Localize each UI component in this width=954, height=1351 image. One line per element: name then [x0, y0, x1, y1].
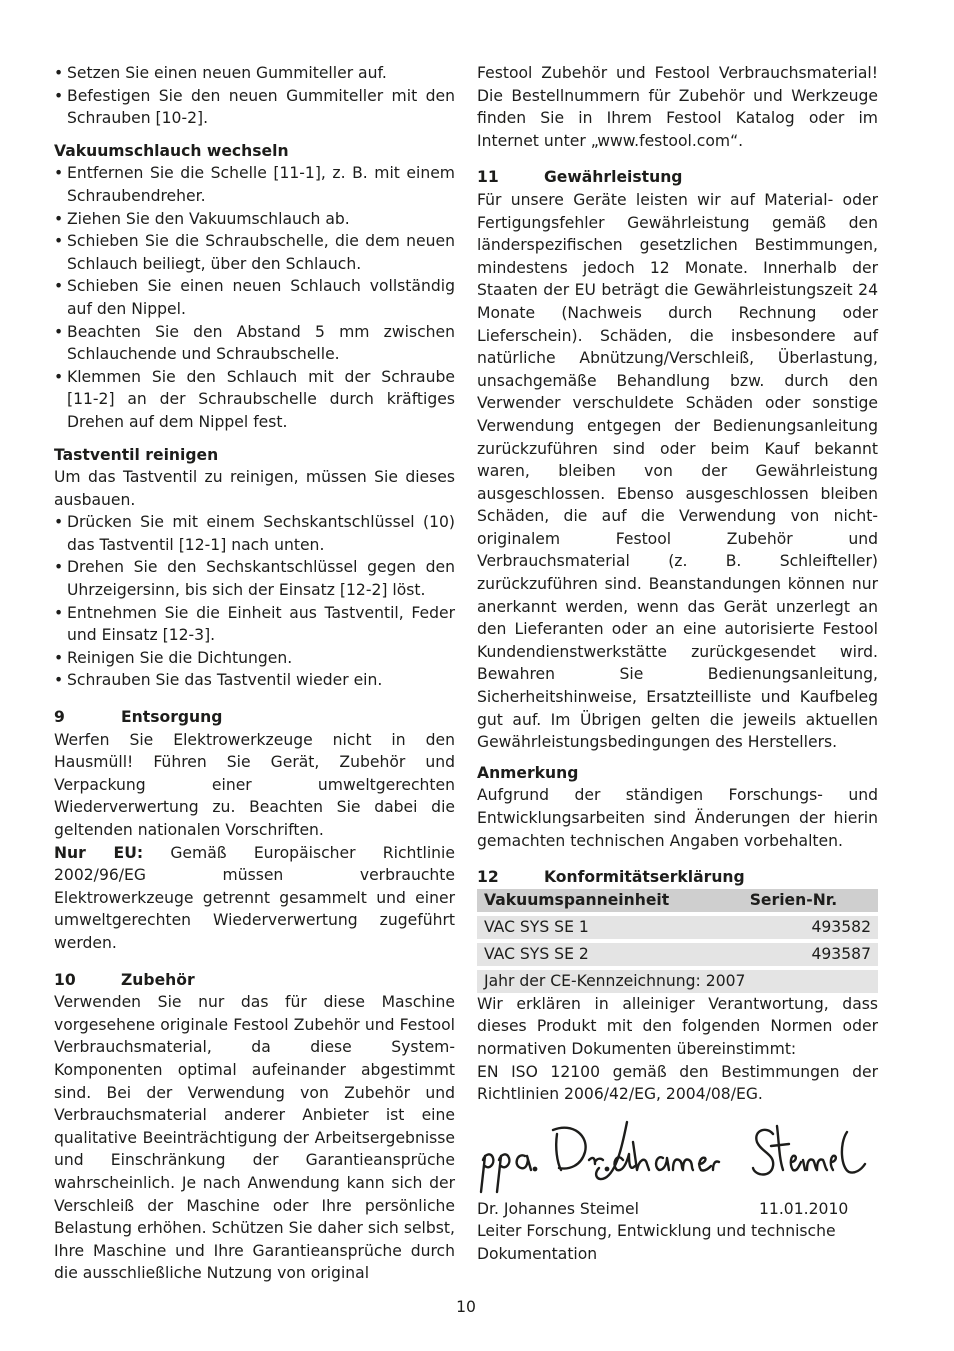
- list-item: • Beachten Sie den Abstand 5 mm zwischen Schlauchende und Schraubschelle.: [54, 321, 455, 366]
- list-item: • Entnehmen Sie die Einheit aus Tastventil, Feder und Einsatz [12-3].: [54, 602, 455, 647]
- ce-year-cell: Jahr der CE-Kennzeichnung: 2007: [477, 970, 878, 993]
- list-item: • Schieben Sie die Schraubschelle, die dem neuen Schlauch beiliegt, über den Schlauch.: [54, 230, 455, 275]
- list-item: • Drehen Sie den Sechskantschlüssel gegen den Uhrzeigersinn, bis sich der Einsatz [12-2] löst.: [54, 556, 455, 601]
- table-row: [477, 916, 878, 939]
- section-heading-tastventil: Tastventil reinigen: [54, 445, 219, 464]
- section-number: 12: [477, 868, 499, 887]
- table-header-cell: Serien-Nr.: [743, 889, 878, 912]
- left-column: [54, 62, 455, 1285]
- tastventil-intro: Um das Tastventil zu reinigen, müssen Sie dieses ausbauen.: [54, 468, 455, 509]
- entsorgung-eu-paragraph: [54, 842, 455, 955]
- table-row: [477, 943, 878, 966]
- section-title: Entsorgung: [121, 708, 223, 727]
- conformity-table: [477, 885, 878, 997]
- signer-name: Dr. Johannes Steimel: [477, 1199, 639, 1218]
- list-item: • Klemmen Sie den Schlauch mit der Schraube [11-2] an der Schraubschelle durch kräftiges Drehen auf dem Nippel fest.: [54, 366, 455, 434]
- section-heading-vakuumschlauch: Vakuumschlauch wechseln: [54, 141, 289, 160]
- table-row: [477, 970, 878, 993]
- page-number: 10: [456, 1298, 476, 1316]
- gewaehrleistung-text: Für unsere Geräte leisten wir auf Material- oder Fertigungsfehler Gewährleistung gemäß den länderspezifischen gesetzlichen Bestimmungen, mindestens jedoch 12 Monate. Innerhalb der Staaten der EU beträgt die Gewährleistungszeit 24 Monate (Nachweis durch Rechnung oder Lieferschein). Schäden, die insbesondere auf natürliche Abnützung/Verschleiß, Überlastung, unsachgemäße Behandlung bzw. durch den Verwender verschuldete Schäden oder sonstige Verwendung entgegen der Bedienungsanleitung zurückzuführen sind oder beim Kauf bekannt waren, bleiben von der Gewährleistung ausgeschlossen. Ebenso ausgeschlossen bleiben Schäden, die auf die Verwendung von nicht-originalem Festool Zubehör und Verbrauchsmaterial (z. B. Schleifteller) zurückzuführen sind. Beanstandungen können nur anerkannt werden, wenn das Gerät unzerlegt an den Lieferanten oder an eine autorisierte Festool Kundendienstwerkstätte zurückgesendet wird. Bewahren Sie Bedienungsanleitung, Sicherheitshinweise, Ersatzteilliste und Kaufbeleg gut auf. Im Übrigen gelten die jeweils aktuellen Gewährleistungsbedingungen des Herstellers.: [477, 190, 878, 752]
- anmerkung-text: Aufgrund der ständigen Forschungs- und Entwicklungsarbeiten sind Änderungen der hierin gemachten technischen Angaben vorbehalten.: [477, 786, 878, 850]
- zubehoer-text: Verwenden Sie nur das für diese Maschine vorgesehene originale Festool Zubehör und Festool Verbrauchsmaterial, da diese System-Komponenten optimal aufeinander abgestimmt sind. Bei der Verwendung von Zubehör und Verbrauchsmaterial anderer Anbieter ist eine qualitative Beeinträchtigung der Arbeitsergebnisse und Einschränkung der Garantieansprüche wahrscheinlich. Je nach Anwendung kann sich der Verschleiß der Maschine oder Ihre persönliche Belastung erhöhen. Schützen Sie daher sich selbst, Ihre Maschine und Ihre Garantieansprüche durch die ausschließliche Nutzung von original: [54, 993, 455, 1283]
- zubehoer-continued-text: Festool Zubehör und Festool Verbrauchsmaterial! Die Bestellnummern für Zubehör und Werkzeuge finden Sie in Ihrem Festool Katalog oder im Internet unter „www.festool.com“.: [477, 64, 878, 150]
- table-cell: 493582: [743, 916, 878, 939]
- signature-date: 11.01.2010: [759, 1199, 849, 1218]
- section-number: 11: [477, 168, 499, 187]
- right-column: [477, 62, 878, 1266]
- list-item: • Drücken Sie mit einem Sechskantschlüssel (10) das Tastventil [12-1] nach unten.: [54, 511, 455, 556]
- table-header-row: [477, 889, 878, 912]
- section-title: Gewährleistung: [544, 168, 683, 187]
- section-heading-gewaehrleistung: [477, 166, 878, 189]
- section-title: Konformitätserklärung: [544, 868, 745, 887]
- eu-text: Gemäß Europäischer Richtlinie 2002/96/EG müssen verbrauchte Elektrowerkzeuge getrennt gesammelt und einer umweltgerechten Wiederverwertung zugeführt werden.: [54, 843, 455, 952]
- list-item: • Schieben Sie einen neuen Schlauch vollständig auf den Nippel.: [54, 275, 455, 320]
- eu-label: Nur EU:: [54, 843, 144, 862]
- signature-scribble: [477, 1112, 877, 1198]
- list-item: • Entfernen Sie die Schelle [11-1], z. B. mit einem Schraubendreher.: [54, 162, 455, 207]
- konformitaet-text-2: EN ISO 12100 gemäß den Bestimmungen der Richtlinien 2006/42/EG, 2004/08/EG.: [477, 1062, 878, 1104]
- section-number: 9: [54, 708, 65, 727]
- entsorgung-text: Werfen Sie Elektrowerkzeuge nicht in den Hausmüll! Führen Sie Gerät, Zubehör und Verpackung einer umweltgerechten Wiederverwertung zu. Beachten Sie dabei die geltenden nationalen Vorschriften.: [54, 730, 455, 839]
- section-heading-zubehoer: [54, 969, 455, 992]
- table-cell: VAC SYS SE 1: [477, 916, 743, 939]
- section-title: Zubehör: [121, 970, 195, 989]
- section-heading-anmerkung: Anmerkung: [477, 763, 579, 782]
- table-cell: 493587: [743, 943, 878, 966]
- tastventil-bullet-list: [54, 511, 455, 692]
- list-item: • Setzen Sie einen neuen Gummiteller auf.: [54, 62, 455, 85]
- signature: [477, 1112, 878, 1198]
- list-item: • Reinigen Sie die Dichtungen.: [54, 647, 455, 670]
- list-item: • Ziehen Sie den Vakuumschlauch ab.: [54, 208, 455, 231]
- signer-row: [477, 1198, 878, 1221]
- konformitaet-text-1: Wir erklären in alleiniger Verantwortung, dass dieses Produkt mit den folgenden Normen oder normativen Dokumenten übereinstimmt:: [477, 994, 878, 1058]
- list-item: • Schrauben Sie das Tastventil wieder ein.: [54, 669, 455, 692]
- table-header-cell: Vakuumspanneinheit: [477, 889, 743, 912]
- table-cell: VAC SYS SE 2: [477, 943, 743, 966]
- vakuumschlauch-bullet-list: [54, 162, 455, 433]
- section-number: 10: [54, 970, 76, 989]
- list-item: • Befestigen Sie den neuen Gummiteller mit den Schrauben [10-2].: [54, 85, 455, 130]
- intro-bullet-list: [54, 62, 455, 130]
- section-heading-entsorgung: [54, 706, 455, 729]
- signer-title: Leiter Forschung, Entwicklung und technische Dokumentation: [477, 1222, 836, 1263]
